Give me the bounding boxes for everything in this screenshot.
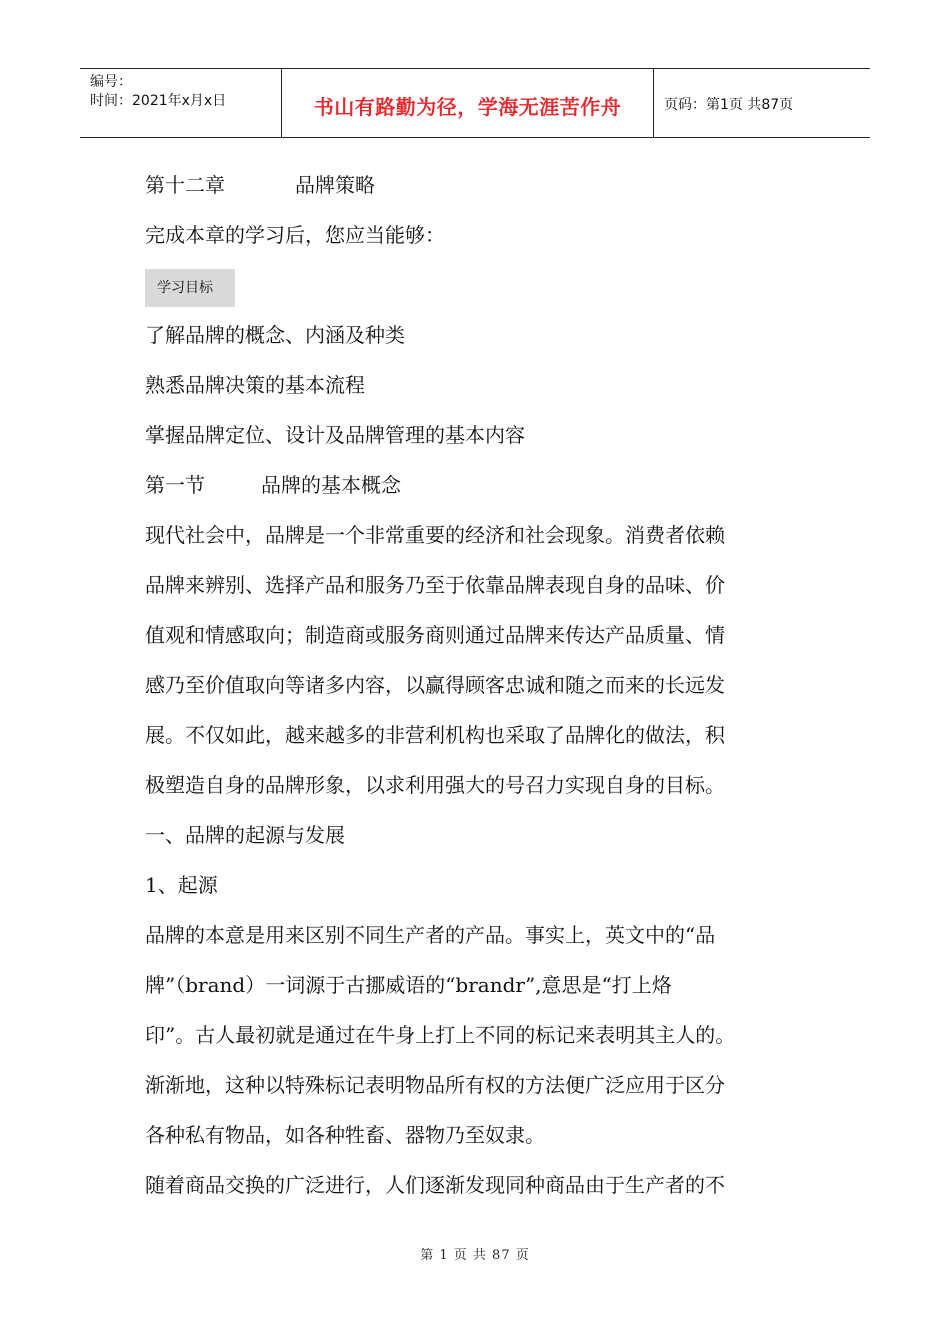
paragraph-line: 品牌的本意是用来区别不同生产者的产品。事实上，英文中的“品	[145, 923, 716, 947]
section-heading	[145, 460, 815, 510]
paragraph-2	[145, 910, 815, 1160]
header-page-info-cell	[654, 69, 870, 137]
paragraph-line: 渐渐地，这种以特殊标记表明物品所有权的方法便广泛应用于区分	[145, 1073, 725, 1097]
motto: 书山有路勤为径，学海无涯苦作舟	[313, 94, 622, 119]
document-header	[80, 68, 870, 138]
paragraph-line: 现代社会中，品牌是一个非常重要的经济和社会现象。消费者依赖	[145, 523, 725, 547]
section-number: 第一节	[145, 473, 205, 497]
chapter-number: 第十二章	[145, 173, 225, 197]
paragraph-line: 值观和情感取向；制造商或服务商则通过品牌来传达产品质量、情	[145, 623, 725, 647]
goal-label-row	[145, 260, 815, 310]
header-motto-cell	[282, 69, 654, 137]
paragraph-line: 各种私有物品，如各种牲畜、器物乃至奴隶。	[145, 1123, 545, 1147]
goal-label: 学习目标	[145, 269, 235, 307]
time-label: 时间：2021年x月x日	[90, 93, 227, 109]
header-meta	[80, 69, 282, 137]
chapter-title: 品牌策略	[295, 173, 375, 197]
goal-item: 熟悉品牌决策的基本流程	[145, 373, 365, 397]
paragraph-line: 展。不仅如此，越来越多的非营利机构也采取了品牌化的做法，积	[145, 723, 725, 747]
goal-item: 了解品牌的概念、内涵及种类	[145, 323, 405, 347]
chapter-heading	[145, 160, 815, 210]
subheading-origin: 1、起源	[145, 873, 218, 897]
document-body	[145, 160, 815, 1210]
number-label: 编号：	[90, 74, 132, 90]
paragraph-line: 印”。古人最初就是通过在牛身上打上不同的标记来表明其主人的。	[145, 1023, 736, 1047]
section-title: 品牌的基本概念	[261, 473, 401, 497]
paragraph-3	[145, 1160, 815, 1210]
paragraph-line: 随着商品交换的广泛进行，人们逐渐发现同种商品由于生产者的不	[145, 1173, 725, 1197]
goal-item: 掌握品牌定位、设计及品牌管理的基本内容	[145, 423, 525, 447]
paragraph-line: 感乃至价值取向等诸多内容，以赢得顾客忠诚和随之而来的长远发	[145, 673, 725, 697]
paragraph-line: 牌”（brand）一词源于古挪威语的“brandr”,意思是“打上烙	[145, 973, 672, 997]
intro-text: 完成本章的学习后，您应当能够：	[145, 223, 445, 247]
page-footer: 第 1 页 共 87 页	[420, 1248, 530, 1263]
page-info: 页码：第1页 共87页	[664, 97, 794, 113]
paragraph-line: 品牌来辨别、选择产品和服务乃至于依靠品牌表现自身的品味、价	[145, 573, 725, 597]
paragraph-line: 极塑造自身的品牌形象，以求利用强大的号召力实现自身的目标。	[145, 773, 725, 797]
subheading-origin-development: 一、品牌的起源与发展	[145, 823, 345, 847]
paragraph-1	[145, 510, 815, 810]
